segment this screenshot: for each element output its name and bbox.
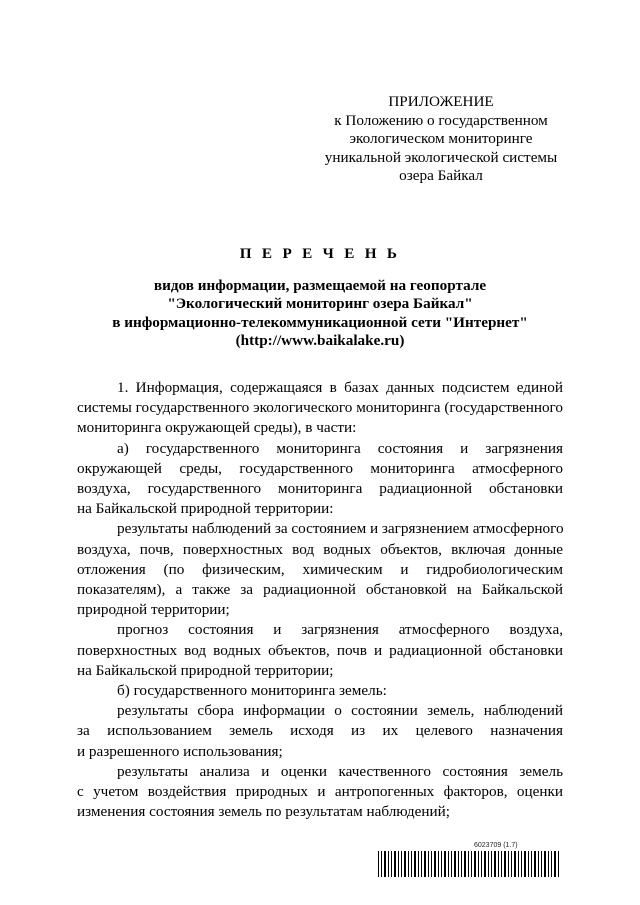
heading-line: "Экологический мониторинг озера Байкал" [167,295,473,313]
appendix-line: экологическом мониторинге [349,130,533,148]
body-line: за использованием земель исходя из их целевого назначения [77,722,563,740]
body-line: с учетом воздействия природных и антропогенных факторов, оценки [77,783,563,801]
body-line: б) государственного мониторинга земель: [117,682,387,700]
body-line: на Байкальской природной территории; [77,661,334,679]
body-line: результаты сбора информации о состоянии земель, наблюдений [117,702,563,720]
body-line: изменения состояния земель по результатам наблюдений; [77,803,450,821]
document-body [77,378,563,822]
body-paragraph [77,620,563,681]
body-line: и разрешенного использования; [77,742,283,760]
appendix-block [320,93,562,186]
body-paragraph [77,762,563,823]
body-line: мониторинга окружающей среды), в части: [77,419,357,437]
heading-line: видов информации, размещаемой на геопортале [153,276,487,294]
appendix-line: к Положению о государственном [334,111,548,129]
body-paragraph [77,378,563,439]
body-paragraph [77,519,563,620]
body-line: показателям), а также за радиационной обстановкой на Байкальской [77,581,563,599]
document-heading [60,245,580,351]
body-line: окружающей среды, государственного мониторинга атмосферного [77,459,563,477]
body-paragraph [77,701,563,762]
heading-url: (http://www.baikalake.ru) [235,332,405,350]
body-paragraph [77,681,563,701]
body-line: системы государственного экологического мониторинга (государственного [77,399,563,417]
appendix-label: ПРИЛОЖЕНИЕ [388,93,494,110]
body-line: результаты анализа и оценки качественного состояния земель [117,762,563,780]
document-title: П Е Р Е Ч Е Н Ь [239,245,401,262]
body-line: отложения (по физическим, химическим и гидробиологическим [77,560,563,578]
body-line: воздуха, почв, поверхностных вод водных объектов, включая донные [77,540,563,558]
body-paragraph [77,439,563,520]
barcode-icon [378,851,563,877]
body-line: поверхностных вод водных объектов, почв и радиационной обстановки [77,641,563,659]
body-line: природной территории; [77,601,230,619]
heading-line: в информационно-телекоммуникационной сети "Интернет" [112,313,528,331]
body-line: прогноз состояния и загрязнения атмосферного воздуха, [117,621,563,639]
body-line: результаты наблюдений за состоянием и загрязнением атмосферного [117,520,564,538]
body-line: 1. Информация, содержащаяся в базах данных подсистем единой [117,379,563,396]
document-code: 6023709 (1.7) [474,842,518,849]
appendix-line: озера Байкал [399,167,483,185]
appendix-line: уникальной экологической системы [324,148,558,166]
body-line: на Байкальской природной территории: [77,500,334,518]
body-line: а) государственного мониторинга состояния и загрязнения [117,439,563,457]
body-line: воздуха, государственного мониторинга радиационной обстановки [77,480,563,498]
